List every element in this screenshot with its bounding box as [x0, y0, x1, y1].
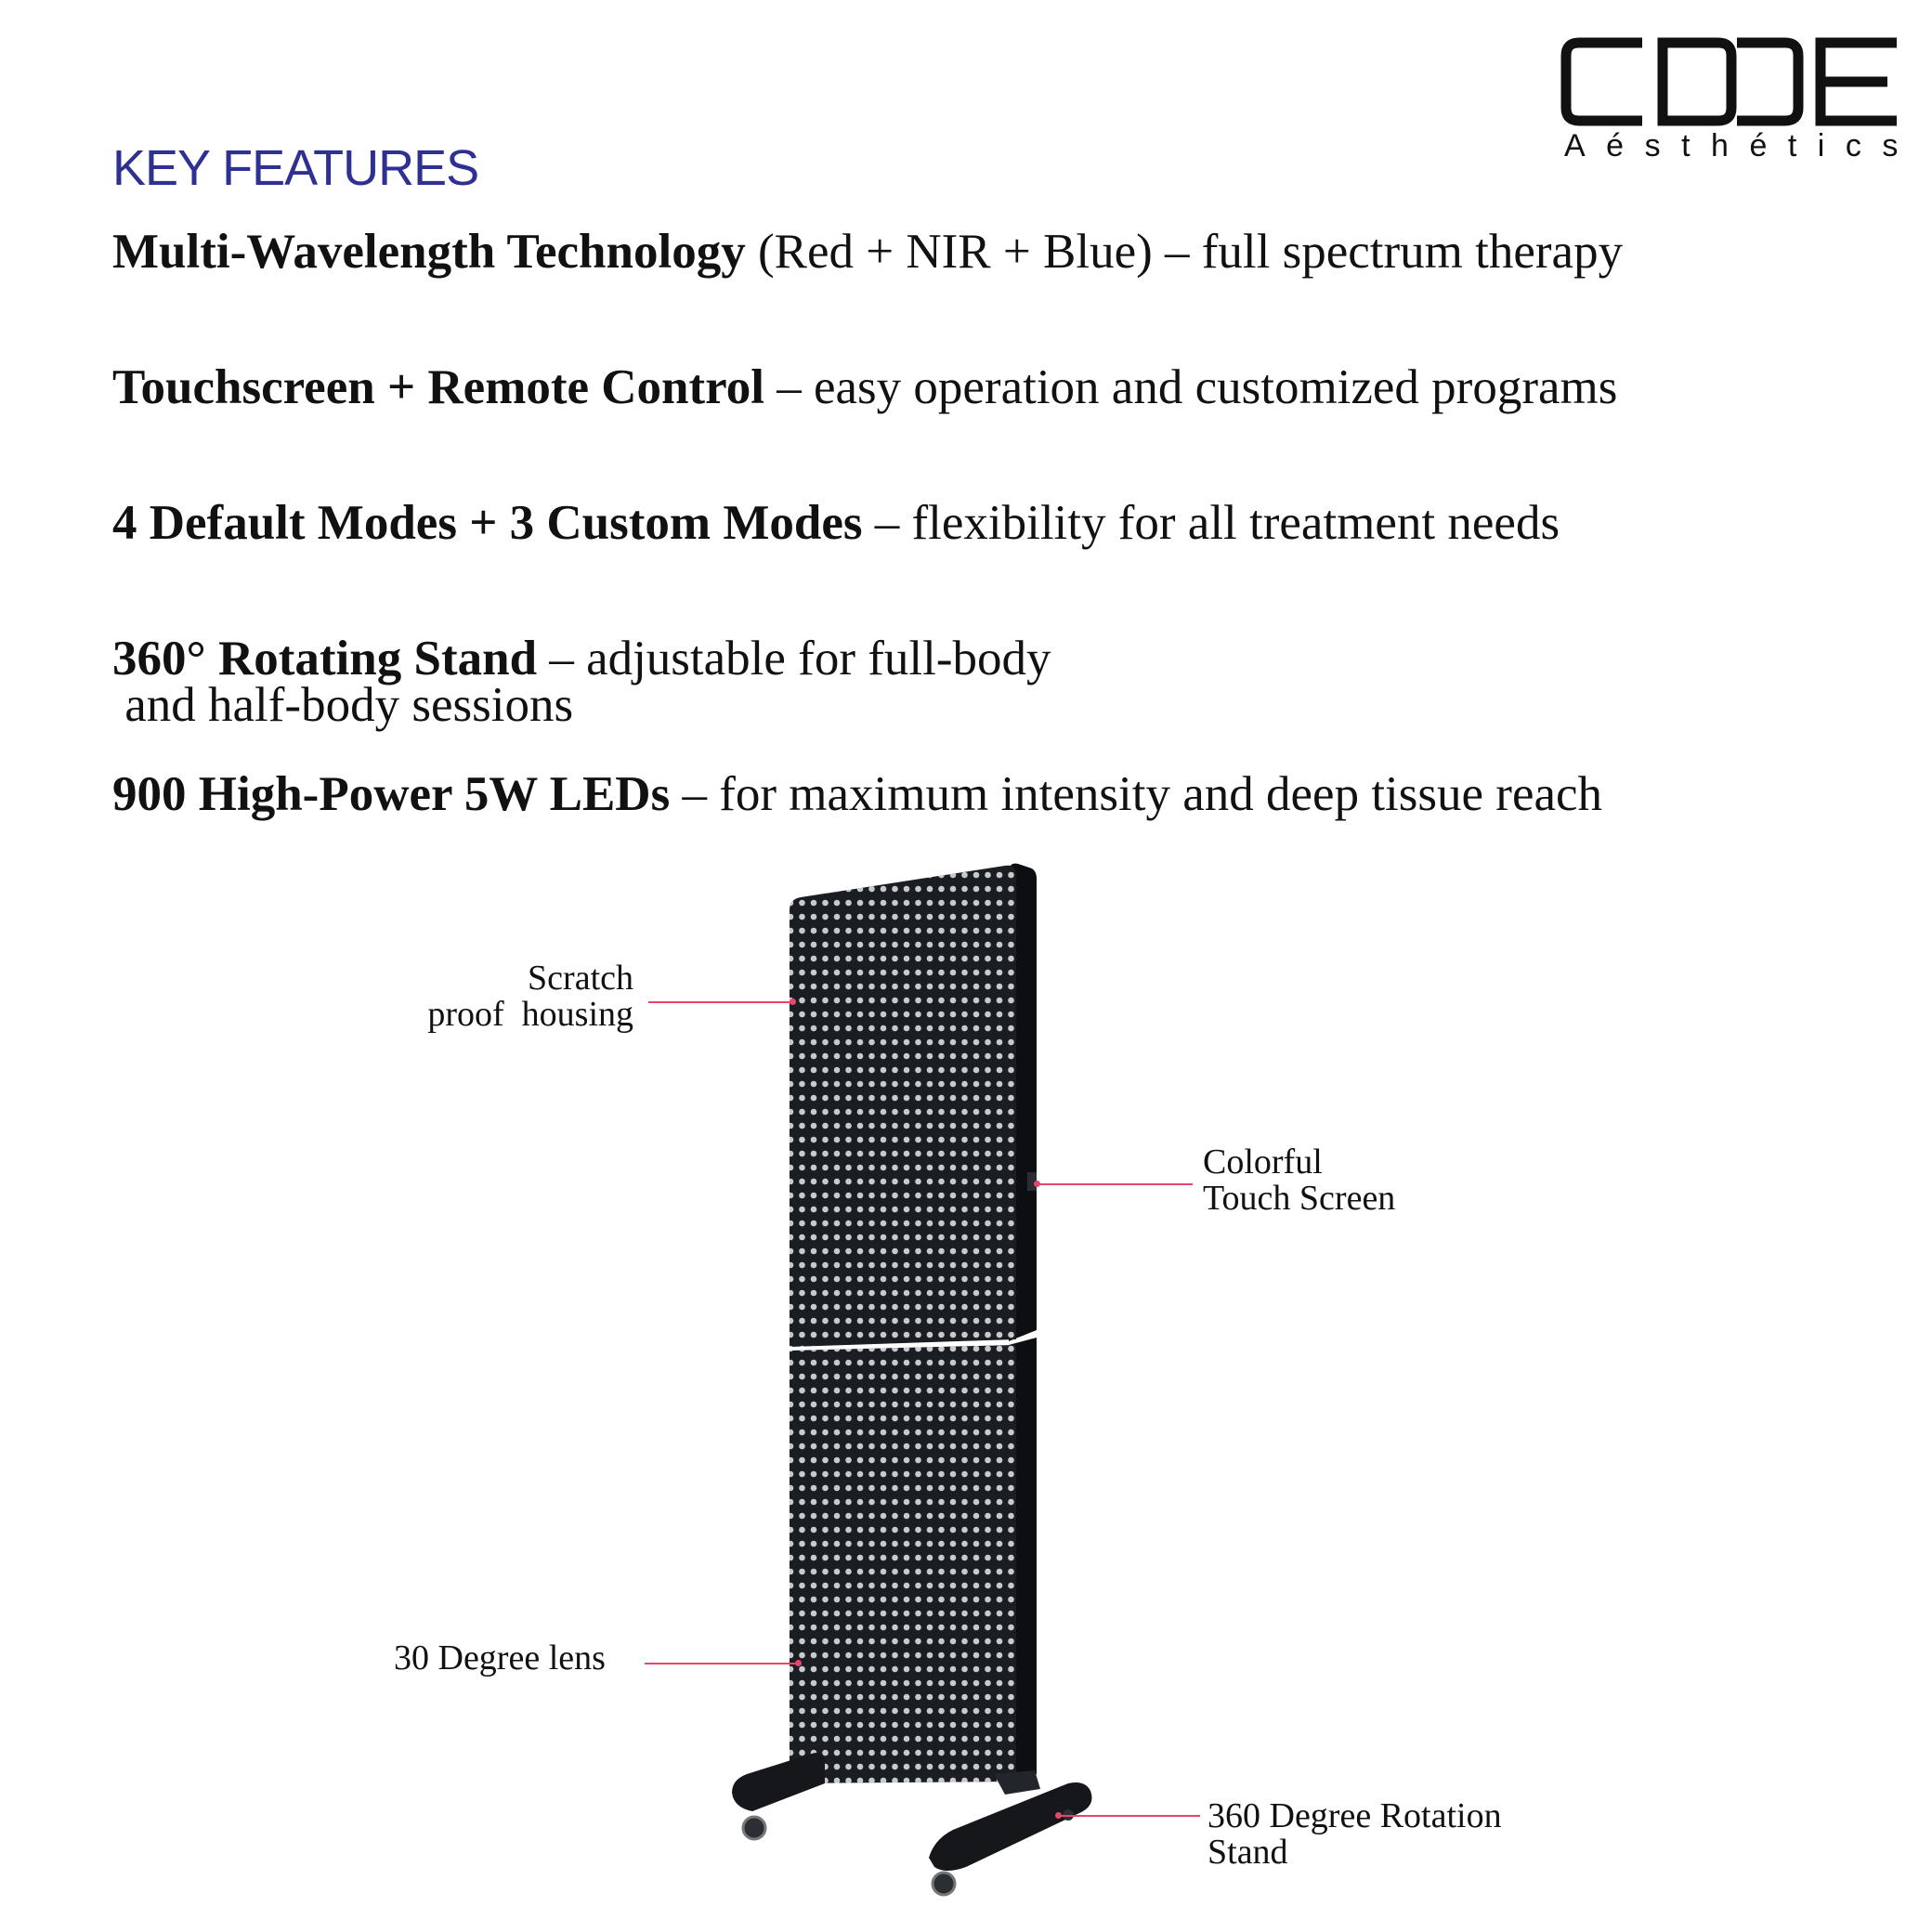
callout-housing-line1: Scratch [528, 959, 633, 998]
feature-title: 900 High-Power 5W LEDs [112, 767, 671, 821]
callout-screen-leader [1038, 1183, 1193, 1185]
callout-screen-line2: Touch Screen [1203, 1179, 1396, 1218]
led-panel-device-icon [715, 855, 1105, 1904]
feature-description: – flexibility for all treatment needs [862, 496, 1560, 550]
feature-item [112, 360, 1710, 500]
feature-item [112, 496, 1710, 635]
callout-stand [1208, 1798, 1502, 1871]
feature-description: – adjustable for full-body [537, 632, 1051, 685]
callout-housing-dot [790, 999, 796, 1005]
feature-list [112, 225, 1710, 907]
callout-stand-line1: 360 Degree Rotation [1208, 1796, 1502, 1835]
callout-lens-line1: 30 Degree lens [394, 1638, 606, 1677]
callout-lens-leader [645, 1663, 797, 1664]
brand-logo [1560, 37, 1919, 176]
feature-title: 360° Rotating Stand [112, 632, 538, 685]
callout-housing-leader [648, 1001, 791, 1003]
code-logo-icon [1560, 37, 1904, 126]
callout-lens-dot [795, 1660, 802, 1666]
feature-title: Touchscreen + Remote Control [112, 360, 764, 414]
callout-housing-line2: proof housing [427, 995, 633, 1034]
callout-touch-screen [1203, 1144, 1395, 1217]
feature-description-line2: and half-body sessions [112, 678, 574, 732]
callout-housing [390, 960, 633, 1033]
feature-item [112, 632, 1710, 771]
feature-title: Multi-Wavelength Technology [112, 225, 746, 279]
feature-description: (Red + NIR + Blue) – full spectrum therapy [745, 225, 1624, 279]
key-features-heading: KEY FEATURES [112, 140, 479, 196]
feature-item [112, 225, 1710, 364]
feature-description: – easy operation and customized programs [764, 360, 1618, 414]
feature-title: 4 Default Modes + 3 Custom Modes [112, 496, 863, 550]
callout-stand-line2: Stand [1208, 1833, 1288, 1872]
callout-screen-line1: Colorful [1203, 1142, 1323, 1181]
brand-subtitle: Aésthétics [1564, 128, 1919, 163]
feature-description: – for maximum intensity and deep tissue reach [670, 767, 1603, 821]
callout-stand-leader [1061, 1815, 1200, 1817]
callout-lens [394, 1640, 606, 1677]
